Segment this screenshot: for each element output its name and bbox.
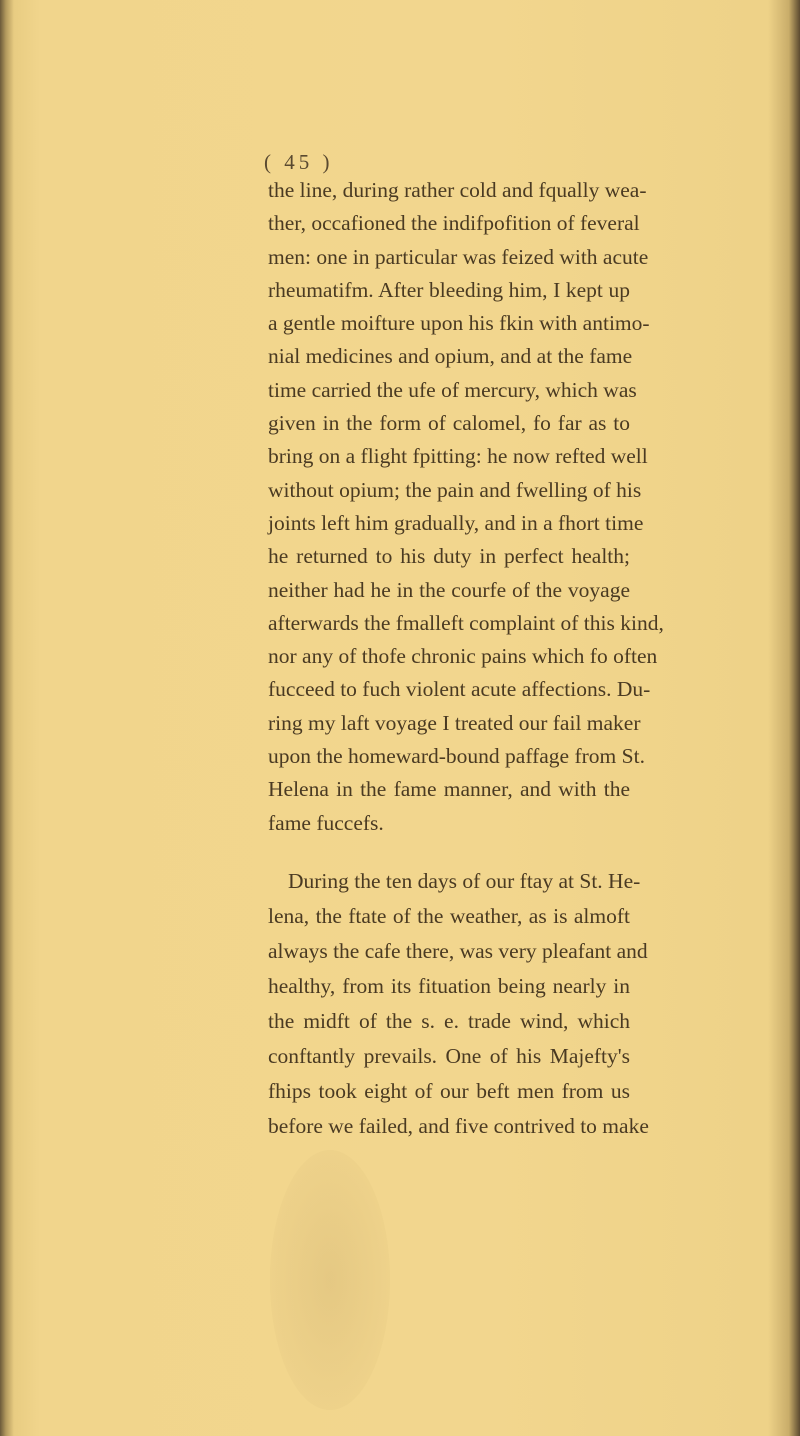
- text-line: without opium; the pain and fwelling of his: [268, 477, 642, 502]
- page-number: ( 45 ): [264, 150, 334, 174]
- paragraph-2: [268, 864, 649, 1144]
- text-line: a gentle moifture upon his fkin with antimo-: [268, 311, 650, 336]
- paper-stain: [270, 1150, 390, 1410]
- text-line: fame fuccefs.: [268, 810, 384, 835]
- text-line: conftantly prevails. One of his Majefty's: [268, 1044, 630, 1068]
- text-line: the line, during rather cold and fqually wea-: [268, 178, 647, 202]
- text-line: lena, the ftate of the weather, as is almoft: [268, 904, 630, 928]
- text-line: ther, occafioned the indifpofition of feveral: [268, 211, 640, 236]
- paragraph-1: [268, 174, 664, 840]
- text-line: bring on a flight fpitting: he now refted well: [268, 444, 648, 469]
- text-line: the midft of the s. e. trade wind, which: [268, 1009, 630, 1033]
- text-line: men: one in particular was feized with acute: [268, 244, 649, 269]
- text-line: upon the homeward-bound paffage from St.: [268, 744, 645, 769]
- text-line: given in the form of calomel, fo far as to: [268, 411, 630, 436]
- text-line: joints left him gradually, and in a fhort time: [268, 510, 644, 535]
- text-line: fhips took eight of our beft men from us: [268, 1079, 630, 1103]
- text-line: time carried the ufe of mercury, which was: [268, 377, 637, 402]
- text-line: afterwards the fmalleft complaint of this kind,: [268, 610, 664, 635]
- text-line: During the ten days of our ftay at St. He-: [288, 869, 641, 893]
- text-line: neither had he in the courfe of the voyage: [268, 577, 630, 602]
- text-line: fucceed to fuch violent acute affections. Du-: [268, 677, 651, 702]
- text-line: rheumatifm. After bleeding him, I kept up: [268, 277, 630, 302]
- text-line: nial medicines and opium, and at the fame: [268, 344, 633, 369]
- text-line: healthy, from its fituation being nearly in: [268, 974, 630, 998]
- text-line: nor any of thofe chronic pains which fo often: [268, 644, 658, 669]
- text-line: before we failed, and five contrived to make: [268, 1114, 649, 1138]
- text-line: he returned to his duty in perfect health;: [268, 544, 630, 569]
- text-line: ring my laft voyage I treated our fail maker: [268, 710, 641, 735]
- text-line: Helena in the fame manner, and with the: [268, 777, 630, 802]
- text-line: always the cafe there, was very pleafant and: [268, 939, 648, 963]
